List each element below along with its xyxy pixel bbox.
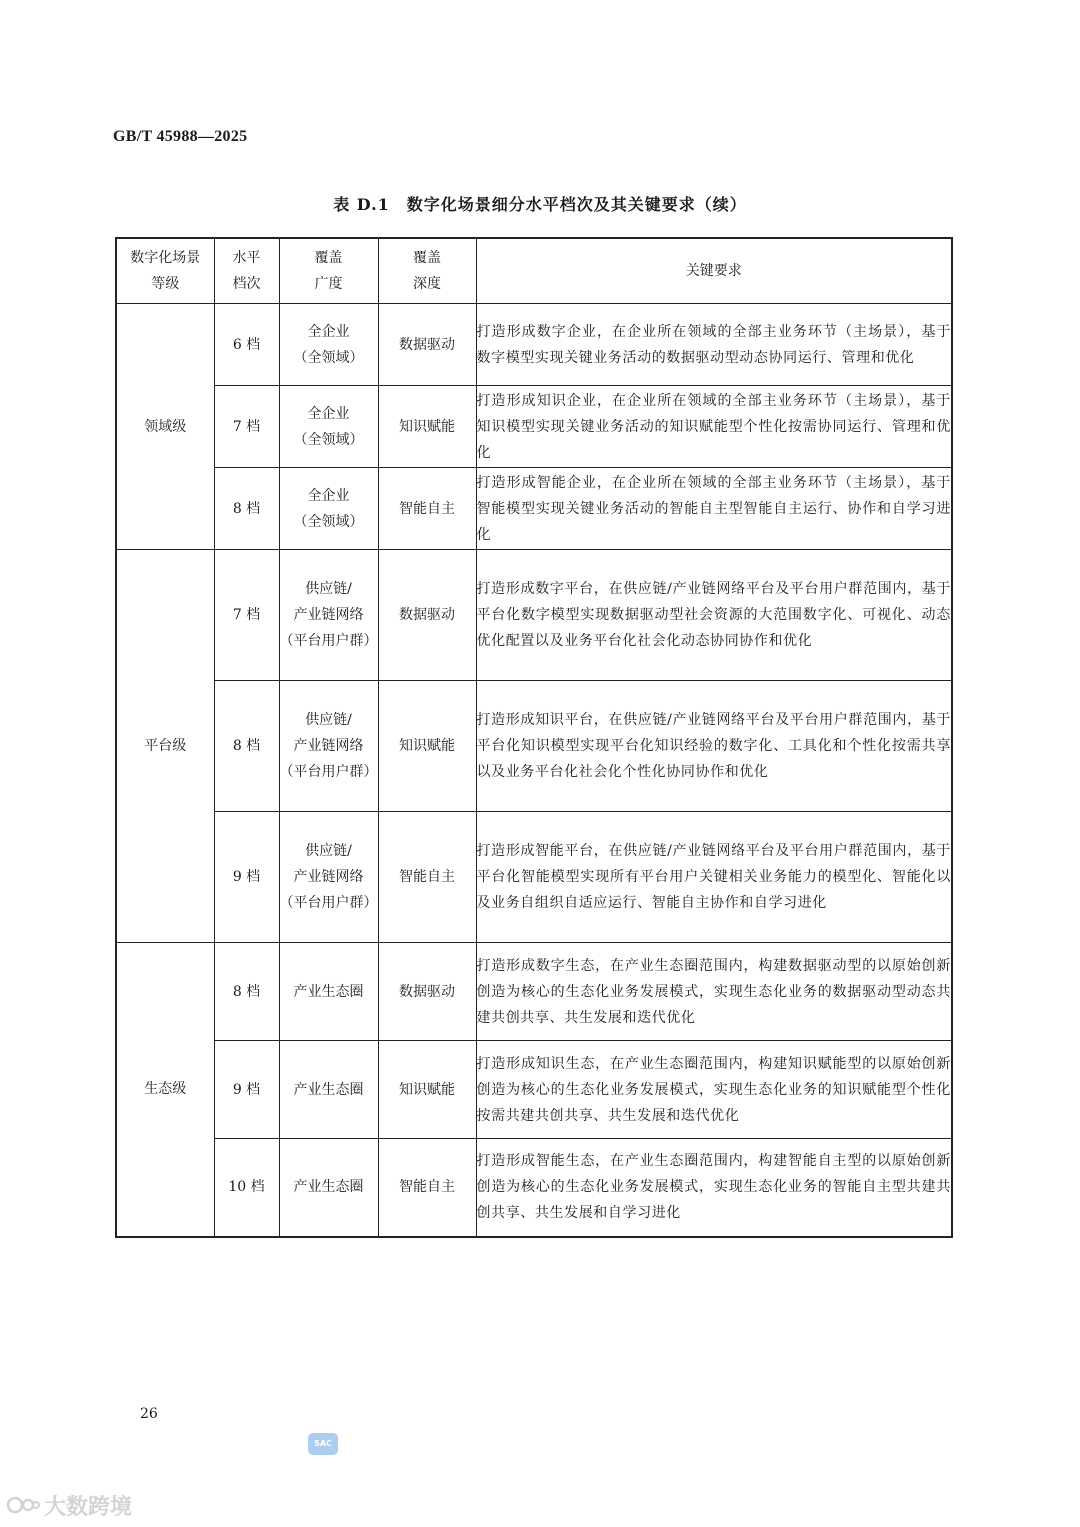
breadth-line: 产业生态圈 [293,1081,364,1098]
watermark [6,1490,132,1520]
document-code: GB/T 45988—2025 [113,128,248,145]
breadth-cell [279,550,378,681]
grade-cell: 8 档 [214,681,279,812]
requirement-cell: 打造形成智能生态，在产业生态圈范围内，构建智能自主型的以原始创新创造为核心的生态化业务发展模式，实现生态化业务的智能自主型共建共创共享、共生发展和自学习进化 [476,1139,952,1237]
requirement-cell: 打造形成数字生态，在产业生态圈范围内，构建数据驱动型的以原始创新创造为核心的生态化业务发展模式，实现生态化业务的数据驱动型动态共建共创共享、共生发展和迭代优化 [476,943,952,1041]
grade-cell: 10 档 [214,1139,279,1237]
breadth-cell [279,304,378,386]
breadth-line: （平台用户群） [279,764,378,780]
breadth-cell [279,386,378,468]
breadth-cell [279,943,378,1041]
header-grade [214,238,279,304]
level-cell: 领域级 [116,304,214,550]
table-row [116,304,952,386]
breadth-cell [279,1139,378,1237]
grade-cell: 7 档 [214,550,279,681]
watermark-text: 大数跨境 [44,1494,133,1520]
grade-cell: 6 档 [214,304,279,386]
depth-cell: 智能自主 [378,812,476,943]
page-number: 26 [140,1406,158,1422]
header-level [116,238,214,304]
table-header-row [116,238,952,304]
table-row [116,468,952,550]
breadth-line: 全企业 [307,487,350,504]
breadth-line: （平台用户群） [279,895,378,911]
depth-cell: 知识赋能 [378,1041,476,1139]
breadth-cell [279,468,378,550]
table-row [116,386,952,468]
header-depth [378,238,476,304]
requirement-cell: 打造形成知识企业，在企业所在领域的全部主业务环节（主场景），基于知识模型实现关键业务活动的知识赋能型个性化按需协同运行、管理和优化 [476,386,952,468]
depth-cell: 数据驱动 [378,550,476,681]
breadth-line: （平台用户群） [279,633,378,649]
requirement-cell: 打造形成数字平台，在供应链/产业链网络平台及平台用户群范围内，基于平台化数字模型实现数据驱动型社会资源的大范围数字化、可视化、动态优化配置以及业务平台化社会化动态协同协作和优化 [476,550,952,681]
breadth-line: 全企业 [307,323,350,340]
depth-cell: 知识赋能 [378,386,476,468]
table-title: 表 D.1 数字化场景细分水平档次及其关键要求（续） [333,195,747,214]
header-depth-line: 覆盖 [413,250,441,266]
header-breadth [279,238,378,304]
watermark-logo-icon [6,1494,40,1516]
depth-cell: 智能自主 [378,1139,476,1237]
grade-cell: 9 档 [214,1041,279,1139]
depth-cell: 智能自主 [378,468,476,550]
breadth-line: （全领域） [293,513,364,530]
depth-cell: 数据驱动 [378,304,476,386]
header-grade-line: 水平 [232,250,261,266]
grade-cell: 9 档 [214,812,279,943]
requirement-cell: 打造形成智能企业，在企业所在领域的全部主业务环节（主场景），基于智能模型实现关键业务活动的智能自主型智能自主运行、协作和自学习进化 [476,468,952,550]
requirement-cell: 打造形成智能平台，在供应链/产业链网络平台及平台用户群范围内，基于平台化智能模型实现所有平台用户关键相关业务能力的模型化、智能化以及业务自组织自适应运行、智能自主协作和自学习进化 [476,812,952,943]
breadth-line: 产业链网络 [293,869,364,885]
table-row [116,1139,952,1237]
breadth-line: 全企业 [307,405,350,422]
breadth-line: 供应链/ [305,843,352,859]
grade-cell: 8 档 [214,943,279,1041]
breadth-line: 产业链网络 [293,738,364,754]
grade-cell: 8 档 [214,468,279,550]
grade-cell: 7 档 [214,386,279,468]
table-row [116,1041,952,1139]
header-depth-line: 深度 [413,276,441,292]
breadth-line: 产业生态圈 [293,1179,364,1196]
breadth-line: 产业链网络 [293,607,364,623]
breadth-cell [279,1041,378,1139]
requirement-cell: 打造形成知识平台，在供应链/产业链网络平台及平台用户群范围内，基于平台化知识模型实现平台化知识经验的数字化、工具化和个性化按需共享以及业务平台化社会化个性化协同协作和优化 [476,681,952,812]
depth-cell: 数据驱动 [378,943,476,1041]
header-level-line: 等级 [151,276,180,292]
breadth-line: 产业生态圈 [293,983,364,1000]
breadth-line: 供应链/ [305,712,352,728]
header-requirement: 关键要求 [476,238,952,304]
table-row [116,943,952,1041]
requirements-table [115,237,953,1238]
depth-cell: 知识赋能 [378,681,476,812]
requirement-cell: 打造形成知识生态，在产业生态圈范围内，构建知识赋能型的以原始创新创造为核心的生态化业务发展模式，实现生态化业务的知识赋能型个性化按需共建共创共享、共生发展和迭代优化 [476,1041,952,1139]
table-row [116,812,952,943]
table-row [116,550,952,681]
breadth-cell [279,812,378,943]
breadth-line: （全领域） [293,431,364,448]
header-breadth-line: 覆盖 [314,250,343,266]
breadth-line: 供应链/ [305,581,352,597]
breadth-cell [279,681,378,812]
level-cell: 平台级 [116,550,214,943]
sac-logo: SAC [308,1433,338,1455]
table-row [116,681,952,812]
header-breadth-line: 广度 [314,276,343,292]
level-cell: 生态级 [116,943,214,1237]
requirement-cell: 打造形成数字企业，在企业所在领域的全部主业务环节（主场景），基于数字模型实现关键业务活动的数据驱动型动态协同运行、管理和优化 [476,304,952,386]
header-grade-line: 档次 [232,276,261,292]
breadth-line: （全领域） [293,349,364,366]
header-level-line: 数字化场景 [130,250,201,266]
